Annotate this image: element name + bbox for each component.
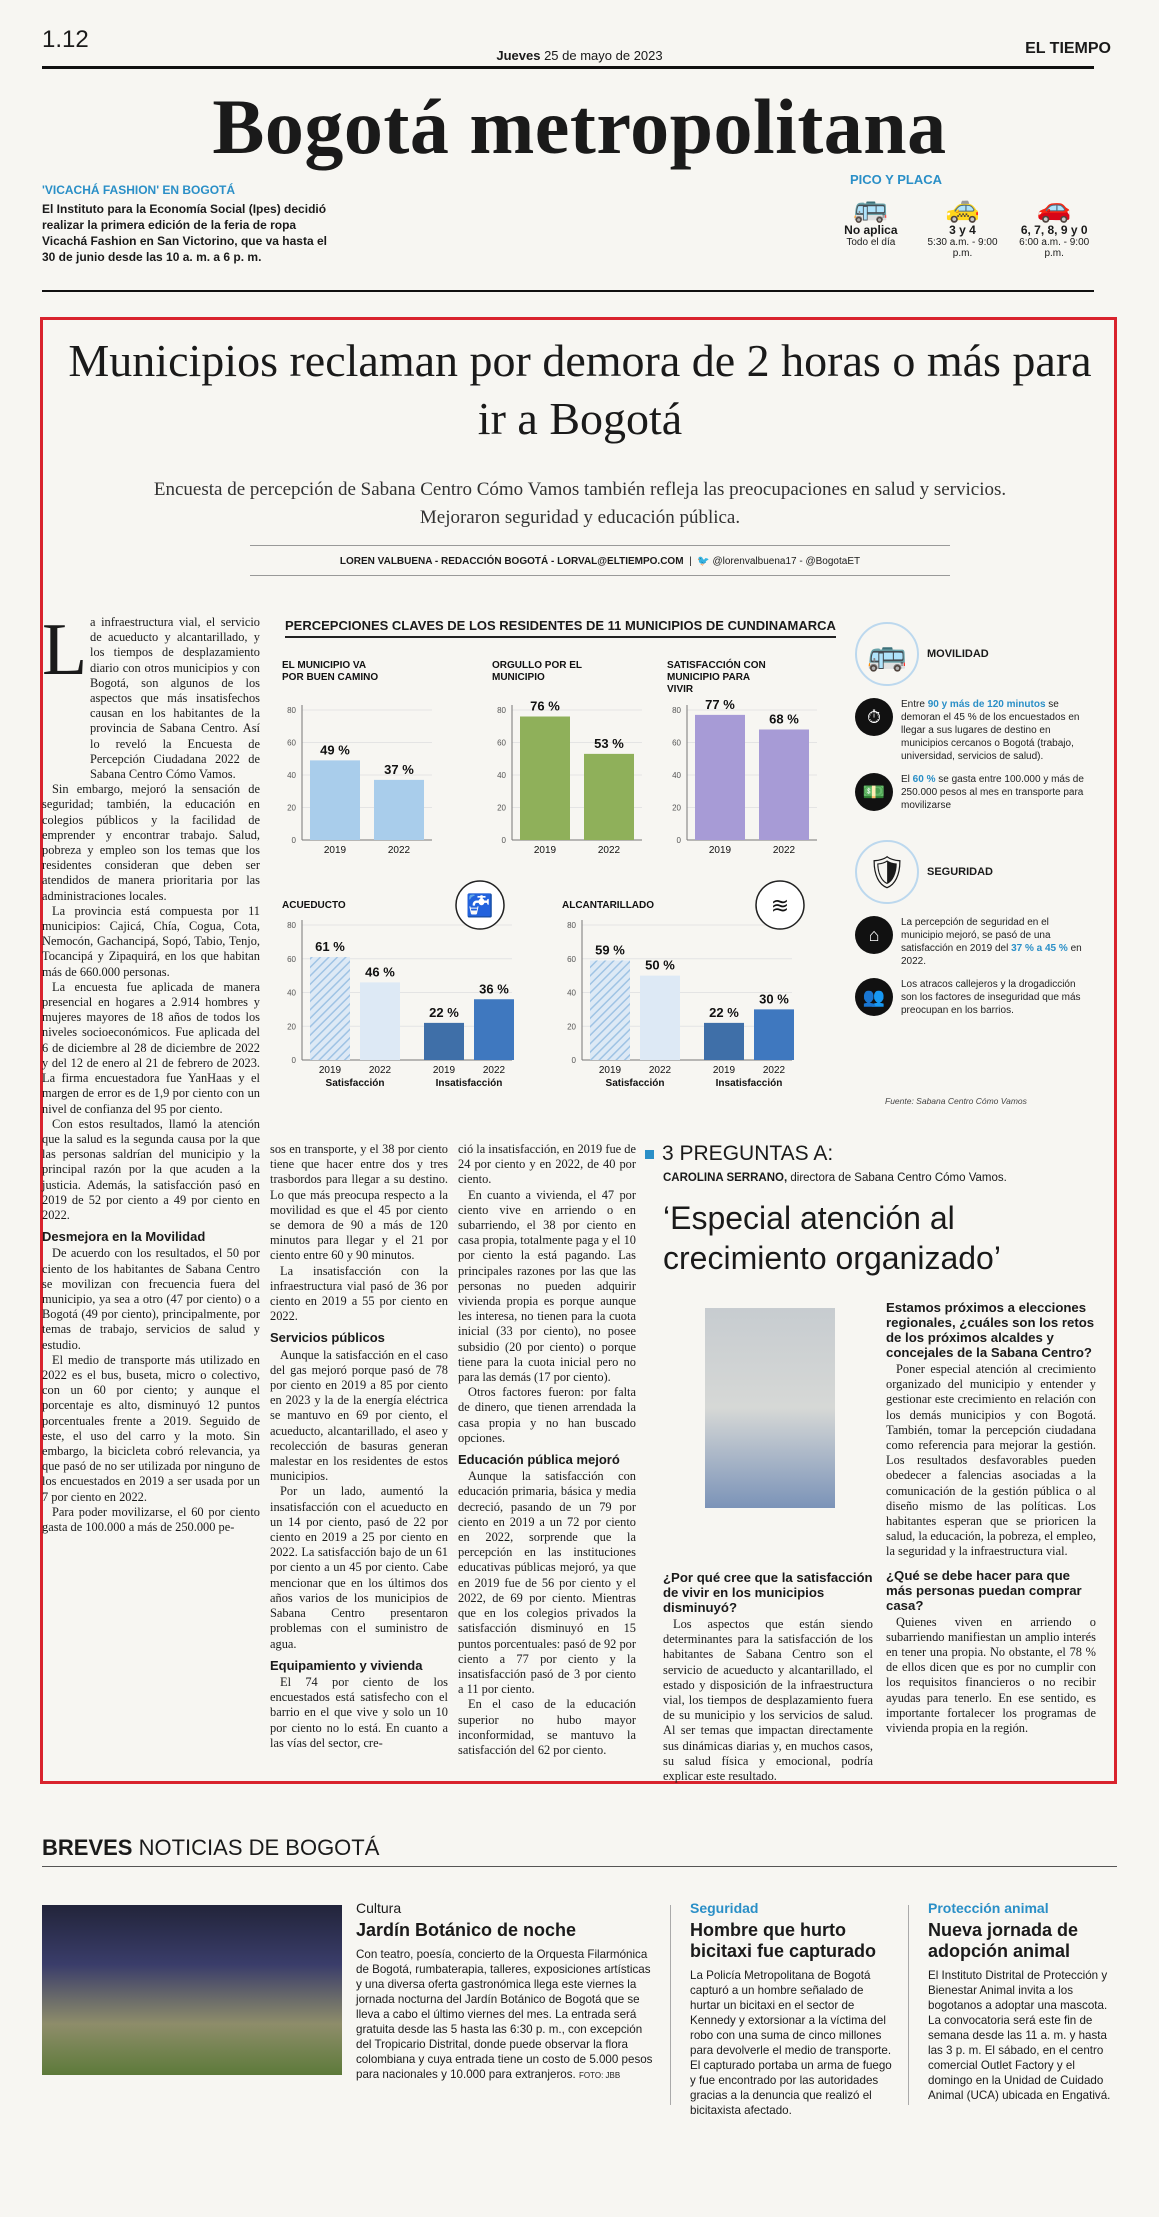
y-tick-label: 0 xyxy=(571,1056,576,1065)
bar xyxy=(640,976,680,1060)
x-tick-label: 2019 xyxy=(432,1065,456,1076)
chart-title: VIVIR xyxy=(667,684,694,695)
y-tick-label: 0 xyxy=(501,836,506,845)
house-icon: ⌂ xyxy=(855,916,893,954)
chart-title: ACUEDUCTO xyxy=(282,900,346,911)
y-tick-label: 0 xyxy=(291,1056,296,1065)
y-tick-label: 60 xyxy=(672,738,681,748)
x-tick-label: 2022 xyxy=(368,1065,392,1076)
interview-title: ‘Especial atención al crecimiento organizado’ xyxy=(663,1200,1001,1276)
money-icon: 💵 xyxy=(855,773,893,811)
article-column-1 xyxy=(42,609,260,1535)
photo-credit: FOTO: JBB xyxy=(579,2071,621,2080)
stopwatch-icon: ⏱ xyxy=(855,698,893,736)
data-label: 22 % xyxy=(709,1004,739,1020)
pyp-hours: 5:30 a.m. - 9:00 p.m. xyxy=(927,237,998,259)
answer-3: Quienes viven en arriendo o subarriendo manifiestan un amplio interés en tener una propia. No obstante, el 78 % de ellos dicen que es por no cumplir con los requisitos financieros o no recibir ayudas para tenerlo. En ese sentido, es importante fortalecer los programas de vivienda propia en la región. xyxy=(886,1614,1096,1736)
fact-highlight: 90 y más de 120 minutos xyxy=(927,699,1046,710)
question-3: ¿Qué se debe hacer para que más personas puedan comprar casa? xyxy=(886,1567,1082,1613)
x-tick-label: 2019 xyxy=(533,845,557,856)
column-rule xyxy=(670,1905,671,2105)
paragraph: ció la insatisfacción, en 2019 fue de 24 por ciento y en 2022, de 40 por ciento. xyxy=(458,1142,636,1187)
y-tick-label: 40 xyxy=(672,771,681,780)
car-icon: 🚗 xyxy=(1036,192,1072,223)
article-headline: Municipios reclaman por demora de 2 horas o más para ir a Bogotá xyxy=(68,335,1092,444)
subheading-vivienda: Equipamiento y vivienda xyxy=(270,1657,423,1673)
bar xyxy=(360,982,400,1060)
interview-kicker xyxy=(645,1142,833,1166)
header-rule xyxy=(42,66,1094,69)
sewer-glyph: ≋ xyxy=(770,893,790,918)
byline: LOREN VALBUENA - REDACCIÓN BOGOTÁ - LORVAL@ELTIEMPO.COM | 🐦 @lorenvalbuena17 - @BogotaET xyxy=(339,556,861,567)
seguridad-fact-crime: Los atracos callejeros y la drogadicción son los factores de inseguridad que más preocupan en los barrios. xyxy=(901,979,1081,1016)
x-tick-label: 2022 xyxy=(772,845,796,856)
x-tick-label: 2022 xyxy=(387,845,411,856)
bar xyxy=(584,754,634,840)
data-label: 53 % xyxy=(594,735,624,751)
brand-logo: EL TIEMPO xyxy=(1025,40,1111,57)
y-tick-label: 0 xyxy=(291,836,296,845)
bar xyxy=(704,1023,744,1060)
data-label: 37 % xyxy=(384,761,414,777)
interview-column-right xyxy=(886,1300,1096,1736)
bar xyxy=(759,730,809,841)
taxi-icon: 🚕 xyxy=(945,192,980,223)
movilidad-fact-time xyxy=(901,698,1086,763)
breve-body: La Policía Metropolitana de Bogotá capturó a un hombre señalado de hurtar un bicitaxi en el sector de Kennedy y extorsionar a la víctima del robo con una suma de cinco millones para devolverle el medio de transporte. El capturado portaba un arma de fuego y fue encontrado por las autoridades gracias a la denuncia que realizó el bicitaxista afectado. xyxy=(690,1969,892,2117)
y-tick-label: 60 xyxy=(567,954,576,964)
pyp-value: 3 y 4 xyxy=(949,223,976,237)
section-title: Bogotá metropolitana xyxy=(212,83,947,170)
paragraph: En el caso de la educación superior no hubo mayor inconformidad, se mantuvo la satisfacción del 62 por ciento. xyxy=(458,1697,636,1757)
fact-text: Entre xyxy=(901,699,928,710)
x-tick-label: 2019 xyxy=(712,1065,736,1076)
portrait-photo xyxy=(705,1308,835,1508)
page-number: 1.12 xyxy=(42,26,89,53)
chart-title: ORGULLO POR EL xyxy=(492,660,582,671)
y-tick-label: 80 xyxy=(567,921,576,930)
movilidad-fact-cost xyxy=(901,773,1086,812)
chart-title: MUNICIPIO xyxy=(492,672,545,683)
bar xyxy=(310,957,350,1060)
x-tick-label: 2022 xyxy=(482,1065,506,1076)
question-2: Estamos próximos a elecciones regionales, ¿cuáles son los retos de los próximos alcaldes y concejales de la Sabana Centro? xyxy=(886,1300,1095,1360)
thief-icon: 👥 xyxy=(855,978,893,1016)
faucet-glyph: 🚰 xyxy=(466,893,494,918)
byline-author: LOREN VALBUENA - REDACCIÓN BOGOTÁ - LORVAL@ELTIEMPO.COM xyxy=(339,556,684,567)
pyp-value: No aplica xyxy=(844,223,898,237)
paragraph: El 74 por ciento de los encuestados está satisfecho con el barrio en el que vive y solo un 10 por ciento no lo está. En cuanto a las vías del sector, cre- xyxy=(270,1674,448,1750)
twitter-icon: 🐦 xyxy=(697,556,710,567)
data-label: 77 % xyxy=(705,696,735,712)
byline-social: @lorenvalbuena17 - @BogotaET xyxy=(712,556,861,567)
bar xyxy=(590,960,630,1060)
x-tick-label: 2022 xyxy=(648,1065,672,1076)
shield-hand-icon: 🛡 xyxy=(855,840,919,904)
y-tick-label: 20 xyxy=(287,803,296,813)
paragraph: Otros factores fueron: por falta de dinero, que tienen arrendada la casa propia y no han buscado opciones. xyxy=(458,1385,636,1445)
infographic-charts xyxy=(280,640,840,1110)
pico-placa-title: PICO Y PLACA xyxy=(850,172,942,187)
y-tick-label: 80 xyxy=(287,921,296,930)
y-tick-label: 40 xyxy=(567,988,576,998)
data-label: 49 % xyxy=(320,742,350,758)
article-column-3 xyxy=(458,1142,636,1758)
x-tick-label: 2019 xyxy=(598,1065,622,1076)
breve-text: Con teatro, poesía, concierto de la Orquesta Filarmónica de Bogotá, rumbaterapia, talleres, exposiciones artísticas y una diversa oferta gastronómica llega este viernes la jornada nocturna del Jardín Botánico de Bogotá que se lleva a cabo el último viernes del mes. La entrada será gratuita desde las 5 hasta las 6:30 p. m., con excepción del Tropicario Distrital, donde puede observar la flora colombiana y cuya entrada tiene un costo de 5.000 pesos para nacionales y 10.000 para extranjeros. xyxy=(356,1948,653,2081)
breves-rest: NOTICIAS DE BOGOTÁ xyxy=(132,1835,380,1860)
seguridad-fact-perception xyxy=(901,916,1086,968)
y-tick-label: 60 xyxy=(287,954,296,964)
pico-placa-box xyxy=(825,172,1100,259)
y-tick-label: 20 xyxy=(672,803,681,813)
bar xyxy=(310,760,360,840)
fact-highlight: 60 % xyxy=(912,774,936,785)
fact-text: La percepción de seguridad en el municipio mejoró, se pasó de una satisfacción en 2019 del xyxy=(901,917,1051,954)
pyp-col-bus xyxy=(825,193,917,259)
byline-rule-bottom xyxy=(250,575,950,576)
group-label: Insatisfacción xyxy=(435,1078,503,1089)
breve-body: El Instituto Distrital de Protección y Bienestar Animal invita a los bogotanos a adoptar una mascota. La convocatoria será este fin de semana desde las 11 a. m. y hasta las 3 p. m. El sábado, en el centro comercial Outlet Factory y el domingo en la Unidad de Cuidado Animal (UCA) ubicada en Engativá. xyxy=(928,1969,1111,2102)
infographic-source: Fuente: Sabana Centro Cómo Vamos xyxy=(885,1096,1027,1106)
interview-column-left xyxy=(663,1570,873,1784)
data-label: 30 % xyxy=(759,991,789,1007)
page-date xyxy=(0,48,1159,63)
group-label: Satisfacción xyxy=(605,1078,665,1089)
y-tick-label: 60 xyxy=(497,738,506,748)
x-tick-label: 2019 xyxy=(323,845,347,856)
breve-title: Jardín Botánico de noche xyxy=(356,1920,577,1940)
answer-2: Poner especial atención al crecimiento organizado del municipio y entender y gestionar este crecimiento en relación con los demás municipios y con Bogotá. También, tomar la percepción ciudadana como referencia para mejorar la gestión. Los resultados desfavorables pueden obedecer a falencias asociadas a la comunicación de la gestión pública o al diseño mismo de las políticas. Los habitantes esperan que se prioricen la salud, la educación, la pobreza, el empleo, la seguridad y la infraestructura vial. xyxy=(886,1362,1096,1559)
bar xyxy=(754,1009,794,1060)
interview-subject xyxy=(663,1172,1007,1184)
paragraph: Por un lado, aumentó la insatisfacción con el acueducto en un 14 por ciento, pasó de 22 por ciento en 2019 a 25 por ciento en 2022. La satisfacción bajo de un 61 por ciento a un 45 por ciento. Cabe mencionar que en los últimos dos años varios de los municipios de Sabana Centro presentaron problemas con el suministro de agua. xyxy=(270,1484,448,1651)
pyp-hours: 6:00 a.m. - 9:00 p.m. xyxy=(1019,237,1090,259)
y-tick-label: 40 xyxy=(287,771,296,780)
data-label: 50 % xyxy=(645,957,675,973)
paragraph: Con estos resultados, llamó la atención que la salud es la segunda causa por la que las personas saldrían del municipio y la principal razón por la que acuden a la justicia. Además, la satisfacción pasó en 2019 de 52 por ciento a 49 por ciento en 2022. xyxy=(42,1116,260,1222)
x-tick-label: 2022 xyxy=(762,1065,786,1076)
fact-highlight: 37 % a 45 % xyxy=(1011,943,1068,954)
question-1: ¿Por qué cree que la satisfacción de vivir en los municipios disminuyó? xyxy=(663,1570,873,1615)
x-tick-label: 2019 xyxy=(318,1065,342,1076)
x-tick-label: 2022 xyxy=(597,845,621,856)
breve-body xyxy=(356,1947,656,2083)
subject-role: directora de Sabana Centro Cómo Vamos. xyxy=(787,1172,1007,1184)
promo-text: El Instituto para la Economía Social (Ipes) decidió realizar la primera edición de la feria de ropa Vicachá Fashion en San Victorino, que va hasta el 30 de junio desde las 10 a. m. a 6 p. m. xyxy=(42,202,327,264)
fact-text: se demoran el 45 % de los encuestados en llegar a sus lugares de destino en municipios cercanos o Bogotá (trabajo, universidad, servicios de salud). xyxy=(901,699,1080,762)
data-label: 36 % xyxy=(479,981,509,997)
subheading-educacion: Educación pública mejoró xyxy=(458,1452,620,1468)
breve-title: Hombre que hurto bicitaxi fue capturado xyxy=(690,1920,877,1961)
pyp-value: 6, 7, 8, 9 y 0 xyxy=(1020,223,1088,237)
bar xyxy=(474,999,514,1060)
movilidad-label: MOVILIDAD xyxy=(927,648,989,660)
lead-paragraph: a infraestructura vial, el servicio de acueducto y alcantarillado, y los tiempos de desplazamiento diario con otros municipios y con Bogotá, son algunos de los aspectos que más insatisfechos causan en los habitantes de la provincia de Sabana Centro. Así lo reveló la Encuesta de Percepción Ciudadana 2022 de Sabana Centro Cómo Vamos. xyxy=(90,615,260,782)
drop-cap: L xyxy=(42,609,88,691)
y-tick-label: 80 xyxy=(672,706,681,715)
paragraph: Aunque la satisfacción con educación primaria, básica y media decreció, pasando de un 79 por ciento en 2019 a un 72 por ciento en 2022, sorprende que la percepción en las instituciones educativas públicas mejoró, ya que en 2019 fue de 56 por ciento y el 2022, de 69 por ciento. Mientras que en los colegios privados la satisfacción disminuyó en 15 puntos porcentuales: pasó de 92 por ciento a 77 por ciento y la insatisfacción pasó de 3 por ciento a 11 por ciento. xyxy=(458,1469,636,1697)
pyp-col-car xyxy=(1008,193,1100,259)
jardin-botanico-photo xyxy=(42,1905,342,2075)
y-tick-label: 20 xyxy=(287,1022,296,1032)
seguridad-label: SEGURIDAD xyxy=(927,866,994,878)
byline-rule-top xyxy=(250,545,950,546)
breve-kicker: Seguridad xyxy=(690,1900,759,1916)
bar xyxy=(374,780,424,840)
fact-text: El xyxy=(901,774,913,785)
paragraph: En cuanto a vivienda, el 47 por ciento vive en arriendo o en subarriendo, el 38 por ciento en casa propia, totalmente paga y el 10 por ciento la está pagando. Las principales razones por las que las personas no pueden adquirir vivienda propia es porque aunque les interesa, no tienen para la cuota inicial (33 por ciento), no posee subsidio (20 por ciento) o porque tiene para la cuota inicial pero no para las demás (17 por ciento). xyxy=(458,1187,636,1385)
movilidad-panel xyxy=(855,622,1090,1017)
paragraph: Sin embargo, mejoró la sensación de seguridad; también, la educación en colegios públicos y la facilidad de emprender y encontrar trabajo. Salud, pobreza y empleo son los temas que los residentes consideran que deben ser atendidos de manera prioritaria por las administraciones locales. xyxy=(42,782,260,903)
article-column-2 xyxy=(270,1142,448,1751)
y-tick-label: 20 xyxy=(567,1022,576,1032)
fact-text: en 2022. xyxy=(901,943,1082,967)
header-bottom-rule xyxy=(42,290,1094,292)
y-tick-label: 40 xyxy=(497,771,506,780)
paragraph: Aunque la satisfacción en el caso del gas mejoró porque pasó de 78 por ciento en 2019 a 85 por ciento en 2023 y la de la energía eléctrica se mantuvo en 69 por ciento, el acueducto, alcantarillado, el aseo y recolección de basuras generan malestar en los residentes de estos municipios. xyxy=(270,1347,448,1484)
pyp-col-taxi xyxy=(917,193,1009,259)
subject-name: CAROLINA SERRANO, xyxy=(663,1172,788,1184)
paragraph: La insatisfacción con la infraestructura vial pasó de 36 por ciento en 2019 a 55 por ciento en 2022. xyxy=(270,1263,448,1324)
y-tick-label: 20 xyxy=(497,803,506,813)
column-rule xyxy=(908,1905,909,2105)
group-label: Insatisfacción xyxy=(715,1078,783,1089)
breve-title: Nueva jornada de adopción animal xyxy=(928,1920,1079,1961)
chart-title: ALCANTARILLADO xyxy=(562,900,655,911)
article-subhead: Encuesta de percepción de Sabana Centro Cómo Vamos también refleja las preocupaciones en salud y servicios. Mejoraron seguridad y educación pública. xyxy=(153,479,1007,528)
paragraph: De acuerdo con los resultados, el 50 por ciento de los habitantes de Sabana Centro se movilizan con frecuencia fuera del municipio, ya sea a otro (47 por ciento) o a Bogotá (49 por ciento), principalmente, por temas de trabajo, servicios de salud y estudio. xyxy=(42,1246,260,1352)
promo-kicker: 'VICACHÁ FASHION' EN BOGOTÁ xyxy=(42,183,236,197)
data-label: 59 % xyxy=(595,942,625,958)
breve-seguridad xyxy=(690,1900,895,2118)
y-tick-label: 0 xyxy=(676,836,681,845)
breves-rule xyxy=(42,1866,1117,1867)
bar xyxy=(520,717,570,841)
y-tick-label: 80 xyxy=(287,706,296,715)
paragraph: sos en transporte, y el 38 por ciento tiene que hacer entre dos y tres trasbordos para llegar a su destino. Lo que más preocupa respecto a la movilidad es que el 45 por ciento se demora de 90 a más de 120 minutos para llegar y el 21 por ciento entre 60 y 90 minutos. xyxy=(270,1142,448,1263)
breve-proteccion-animal xyxy=(928,1900,1118,2103)
paragraph: La encuesta fue aplicada de manera presencial en hogares a 2.914 hombres y mujeres mayores de 18 años de todos los niveles socioeconómicos. Fue aplicada del 6 de diciembre al 28 de diciembre de 2022 y del 12 de enero al 21 de febrero de 2023. La firma encuestadora fue YanHaas y el margen de error es de 1,9 por ciento con un nivel de confianza del 95 por ciento. xyxy=(42,979,260,1116)
data-label: 46 % xyxy=(365,964,395,980)
data-label: 22 % xyxy=(429,1004,459,1020)
chart-title: MUNICIPIO PARA xyxy=(667,672,751,683)
bar xyxy=(695,715,745,840)
subheading-movilidad: Desmejora en la Movilidad xyxy=(42,1229,206,1245)
square-bullet-icon xyxy=(645,1150,654,1159)
breves-bold: BREVES xyxy=(42,1835,133,1860)
paragraph: El medio de transporte más utilizado en 2022 es el bus, buseta, micro o colectivo, con un 60 por ciento; y aunque el porcentaje es alto, disminuyó 12 puntos porcentuales frente a 2019. Seguido de este, el uso del carro y la moto. Sin embargo, la bicicleta cobró relevancia, ya que pasó de no ser utilizada por ninguno de los encuestados en 2019 a ser usada por un 7 por ciento en 2022. xyxy=(42,1352,260,1504)
y-tick-label: 60 xyxy=(287,738,296,748)
breve-cultura xyxy=(356,1900,656,2083)
bar xyxy=(424,1023,464,1060)
subheading-servicios: Servicios públicos xyxy=(270,1330,385,1346)
group-label: Satisfacción xyxy=(325,1078,385,1089)
paragraph: Para poder movilizarse, el 60 por ciento gasta de 100.000 a más de 250.000 pe- xyxy=(42,1504,260,1534)
fact-text: se gasta entre 100.000 y más de 250.000 pesos al mes en transporte para movilizarse xyxy=(901,774,1084,811)
y-tick-label: 80 xyxy=(497,706,506,715)
data-label: 61 % xyxy=(315,939,345,955)
breve-kicker: Cultura xyxy=(356,1900,402,1916)
chart-title: SATISFACCIÓN CON xyxy=(667,660,766,671)
x-tick-label: 2019 xyxy=(708,845,732,856)
data-label: 68 % xyxy=(769,711,799,727)
paragraph: La provincia está compuesta por 11 municipios: Cajicá, Chía, Cogua, Cota, Nemocón, Gachancipá, Sopó, Tabio, Tenjo, Tocancipá y Zipaquirá, en los que habitan más de 660.000 personas. xyxy=(42,903,260,979)
breves-header xyxy=(42,1835,379,1861)
interview-kicker-text: 3 PREGUNTAS A: xyxy=(662,1142,834,1165)
answer-1: Los aspectos que están siendo determinantes para la satisfacción de los habitantes de Sabana Centro son el servicio de acueducto y alcantarillado, el estado y disposición de la infraestructura vial, los tiempos de desplazamiento fuera de su municipio y los servicios de salud. Al ser temas que impactan directamente sus dinámicas diarias y, en muchos casos, su salud física y emocional, podría explicar este resultado. xyxy=(663,1617,873,1784)
chart-title: EL MUNICIPIO VA xyxy=(282,660,367,671)
date-weekday: Jueves xyxy=(496,48,541,63)
date-rest: 25 de mayo de 2023 xyxy=(544,48,663,63)
chart-title: POR BUEN CAMINO xyxy=(282,672,379,683)
pyp-hours: Todo el día xyxy=(846,237,896,248)
infographic-title: PERCEPCIONES CLAVES DE LOS RESIDENTES DE 11 MUNICIPIOS DE CUNDINAMARCA xyxy=(285,618,836,638)
bus-icon: 🚌 xyxy=(855,622,919,686)
y-tick-label: 40 xyxy=(287,988,296,998)
breve-kicker: Protección animal xyxy=(928,1900,1049,1916)
bus-icon: 🚌 xyxy=(853,192,889,223)
data-label: 76 % xyxy=(530,698,560,714)
